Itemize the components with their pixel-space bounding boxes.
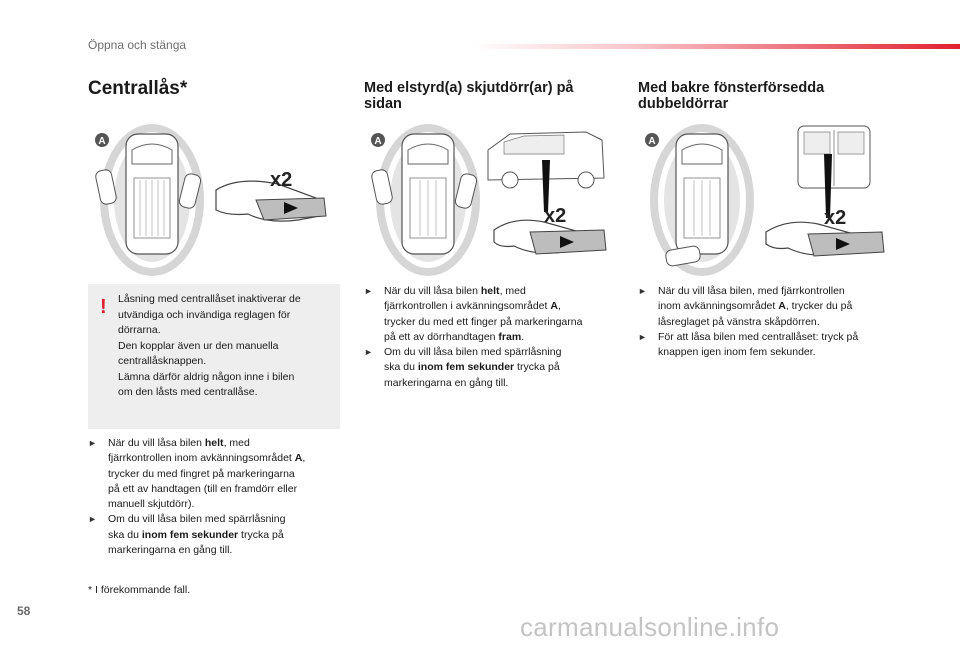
watermark: carmanualsonline.info [520,612,780,642]
zone-marker-a-label: A [374,136,382,147]
central-locking-illustration [88,120,340,278]
instruction-item: ► Om du vill låsa bilen med spärrlåsning ska du inom fem sekunder trycka på markeringarna en gång till. [88,513,286,557]
warning-icon: ! [100,296,107,318]
central-locking-instructions [88,436,340,558]
sliding-door-instructions [364,284,616,391]
instruction-item: ► När du vill låsa bilen helt, med fjärrkontrollen inom avkänningsområdet A, trycker du med fingret på markeringarna på ett av handtagen (till en framdörr eller manuell skjutdörr). [88,437,306,511]
bullet-arrow-icon: ► [364,286,373,296]
press-twice-label: x2 [270,169,293,191]
sliding-door-title [364,80,574,112]
header-accent-bar [470,44,960,49]
warning-line: Den kopplar även ur den manuella [118,339,279,352]
footnote: * I förekommande fall. [88,584,191,596]
central-locking-title: Centrallås* [88,78,188,99]
press-twice-label: x2 [544,205,567,227]
press-twice-label: x2 [824,207,847,229]
instruction-item: ► När du vill låsa bilen, med fjärrkontrollen inom avkänningsområdet A, trycker du på låsreglaget på vänstra skåpdörren. [638,285,853,328]
rear-doors-title [638,80,824,112]
bullet-arrow-icon: ► [88,514,97,525]
warning-box [88,284,340,429]
bullet-arrow-icon: ► [364,347,373,358]
zone-marker-a-label: A [648,136,656,147]
rear-doors-title-line1: Med bakre fönsterförsedda [638,80,825,96]
page-number: 58 [17,604,31,618]
warning-line: Lämna därför aldrig någon inne i bilen [118,370,295,383]
instruction-item: ► Om du vill låsa bilen med spärrlåsning ska du inom fem sekunder trycka på markeringarna en gång till. [364,346,562,389]
warning-line: centrallåsknappen. [118,355,207,367]
rear-doors-instructions [638,284,894,360]
sliding-door-title-line2: sidan [364,96,402,112]
bullet-arrow-icon: ► [638,331,647,342]
sliding-door-title-line1: Med elstyrd(a) skjutdörr(ar) på [364,80,574,96]
bullet-arrow-icon: ► [638,286,647,296]
bullet-arrow-icon: ► [88,438,97,448]
sliding-door-illustration [364,120,616,278]
warning-line: dörrarna. [118,324,161,336]
warning-text [118,292,336,401]
instruction-item: ► För att låsa bilen med centrallåset: tryck på knappen igen inom fem sekunder. [638,330,859,359]
warning-line: utvändiga och invändiga reglagen för [118,308,291,321]
warning-line: om den låsts med centrallåse. [118,386,258,398]
chapter-title: Öppna och stänga [88,38,187,52]
warning-line: Låsning med centrallåset inaktiverar de [118,293,301,305]
rear-doors-title-line2: dubbeldörrar [638,96,729,112]
rear-doors-illustration [638,120,894,278]
zone-marker-a-label: A [98,136,106,147]
instruction-item: ► När du vill låsa bilen helt, med fjärrkontrollen i avkänningsområdet A, trycker du med ett finger på markeringarna på ett av dörrhandtagen fram. [364,285,583,343]
